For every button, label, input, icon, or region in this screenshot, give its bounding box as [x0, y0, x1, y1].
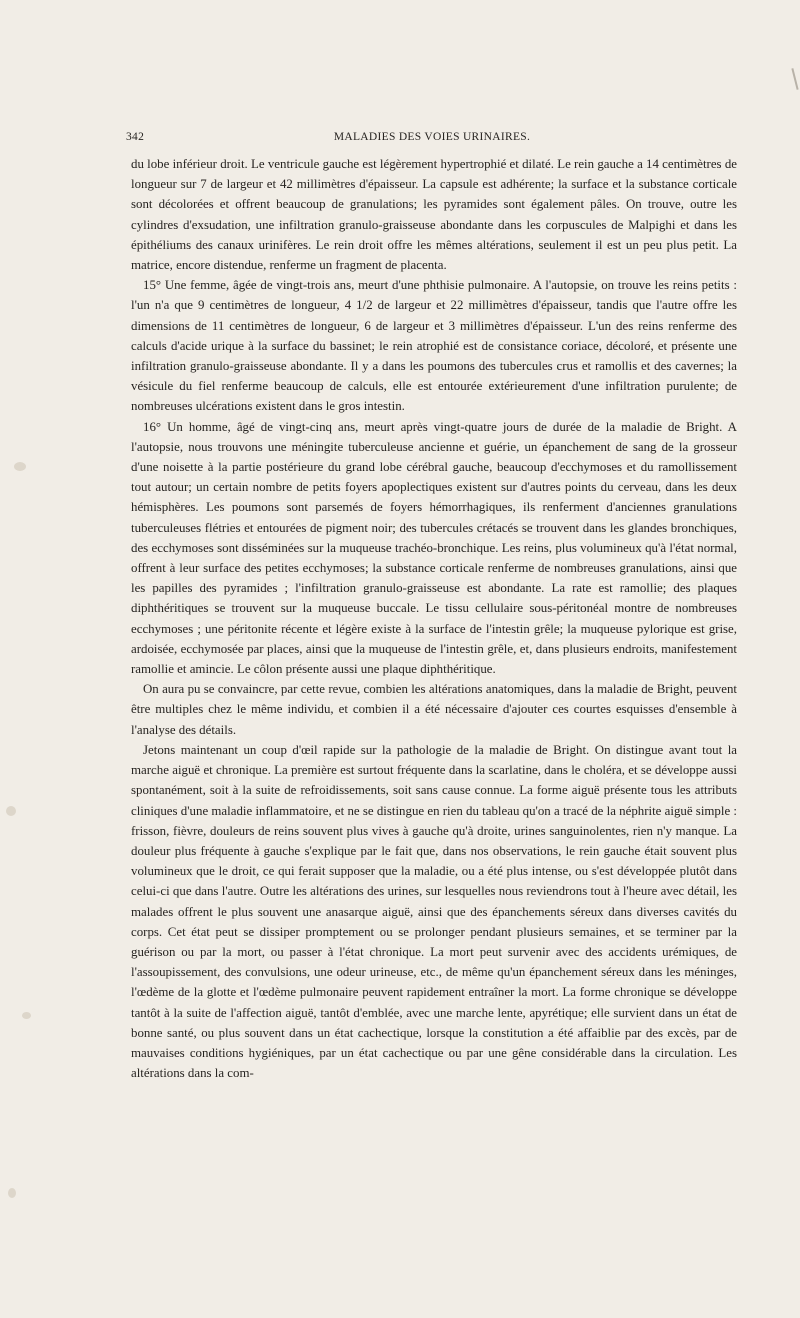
paragraph-case-16: 16° Un homme, âgé de vingt-cinq ans, meurt après vingt-quatre jours de durée de la maladie de Bright. A l'autopsie, nous trouvons une méningite tuberculeuse ancienne et guérie, un épanchement de sang de la grosseur d'une noisette à la partie postérieure du grand lobe cérébral gauche, beaucoup d'ecchymoses et du ramollissement tout autour; un certain nombre de petits foyers apoplectiques existent sur d'autres points du cerveau, dans les deux hémisphères. Les poumons sont parsemés de foyers hémorrhagiques, ils renferment d'anciennes granulations tuberculeuses flétries et entourées de pigment noir; des tubercules crétacés se trouvent dans les glandes bronchiques, des ecchymoses sont disséminées sur la muqueuse trachéo-bronchique. Les reins, plus volumineux qu'à l'état normal, offrent à leur surface des petites ecchymoses; la substance corticale renferme de nombreuses granulations, ainsi que les papilles des pyramides ; l'infiltration granulo-graisseuse est abondante. La rate est ramollie; des plaques diphthéritiques se trouvent sur la muqueuse buccale. Le tissu cellulaire sous-péritonéal montre de nombreuses ecchymoses ; une péritonite récente et légère existe à la surface de l'intestin grêle; la muqueuse pylorique est grise, ardoisée, ecchymosée par places, ainsi que la muqueuse de l'intestin grêle, et, dans plusieurs endroits, manifestement ramollie et amincie. Le côlon présente aussi une plaque diphthéritique.	[131, 419, 737, 677]
paragraph-summary: On aura pu se convaincre, par cette revue, combien les altérations anatomiques, dans la maladie de Bright, peuvent être multiples chez le même individu, et combien il a été nécessaire d'ajouter ces courtes esquisses d'ensemble à l'analyse des détails.	[131, 682, 737, 737]
page-number: 342	[126, 131, 145, 143]
paper-speck	[14, 462, 26, 471]
running-head: MALADIES DES VOIES URINAIRES.	[333, 131, 531, 143]
body-text	[131, 154, 737, 1083]
paper-speck	[6, 806, 16, 816]
page-edge-mark	[791, 68, 798, 90]
paragraph-case-15: 15° Une femme, âgée de vingt-trois ans, meurt d'une phthisie pulmonaire. A l'autopsie, on trouve les reins petits : l'un n'a que 9 centimètres de longueur, 4 1/2 de largeur et 22 millimètres d'épaisseur, tandis que l'autre offre les dimensions de 11 centimètres de longueur, 6 de largeur et 3 millimètres d'épaisseur. L'un des reins renferme des calculs d'acide urique à la surface du bassinet; le rein atrophié est de consistance coriace, décoloré, et présente une infiltration granulo-graisseuse abondante. Il y a dans les poumons des tubercules crus et ramollis et des cavernes; la vésicule du fiel renferme beaucoup de calculs, elle est entourée extérieurement d'une infiltration purulente; de nombreuses ulcérations existent dans le gros intestin.	[131, 278, 737, 414]
paper-speck	[22, 1012, 31, 1019]
paper-speck	[8, 1188, 16, 1198]
paragraph-continued: du lobe inférieur droit. Le ventricule gauche est légèrement hypertrophié et dilaté. Le rein gauche a 14 centimètres de longueur sur 7 de largeur et 42 millimètres d'épaisseur. La capsule est adhérente; la surface et la substance corticale sont décolorées et offrent beaucoup de granulations; les pyramides sont également pâles. On trouve, outre les cylindres d'exsudation, une infiltration granulo-graisseuse abondante dans les corpuscules de Malpighi et dans les épithéliums des canaux urinifères. Le rein droit offre les mêmes altérations, seulement il est un peu plus petit. La matrice, encore distendue, renferme un fragment de placenta.	[131, 157, 737, 273]
page-header	[126, 131, 738, 149]
paragraph-pathology: Jetons maintenant un coup d'œil rapide sur la pathologie de la maladie de Bright. On distingue avant tout la marche aiguë et chronique. La première est surtout fréquente dans la scarlatine, dans le choléra, et se développe aussi spontanément, soit à la suite de refroidissements, soit sans cause connue. La forme aiguë présente tous les attributs cliniques d'une maladie inflammatoire, et ne se distingue en rien du tableau qu'on a tracé de la néphrite aiguë simple : frisson, fièvre, douleurs de reins souvent plus vives à gauche qu'à droite, urines sanguinolentes, rien n'y manque. La douleur plus fréquente à gauche s'explique par le fait que, dans nos observations, le rein gauche était souvent plus volumineux que le droit, ce qui ferait supposer que la maladie, ou a été plus intense, ou s'est développée plutôt dans celui-ci que dans l'autre. Outre les altérations des urines, sur lesquelles nous reviendrons tout à l'heure avec détail, les malades offrent le plus souvent une anasarque aiguë, ainsi que des épanchements séreux dans diverses cavités du corps. Cet état peut se dissiper promptement ou se prolonger pendant plusieurs semaines, et se terminer par la guérison ou par la mort, ou passer à l'état chronique. La mort peut survenir avec des accidents urémiques, de l'assoupissement, des convulsions, une odeur urineuse, etc., de même qu'un épanchement séreux dans les méninges, l'œdème de la glotte et l'œdème pulmonaire peuvent rapidement entraîner la mort. La forme chronique se développe tantôt à la suite de l'affection aiguë, tantôt d'emblée, avec une marche lente, apyrétique; elle survient dans un état de bonne santé, ou plus souvent dans un état cachectique, lorsque la constitution a été affaiblie par des excès, par de mauvaises conditions hygiéniques, par un état cachectique ou par une gêne considérable dans la circulation. Les altérations dans la com-	[131, 742, 737, 1081]
